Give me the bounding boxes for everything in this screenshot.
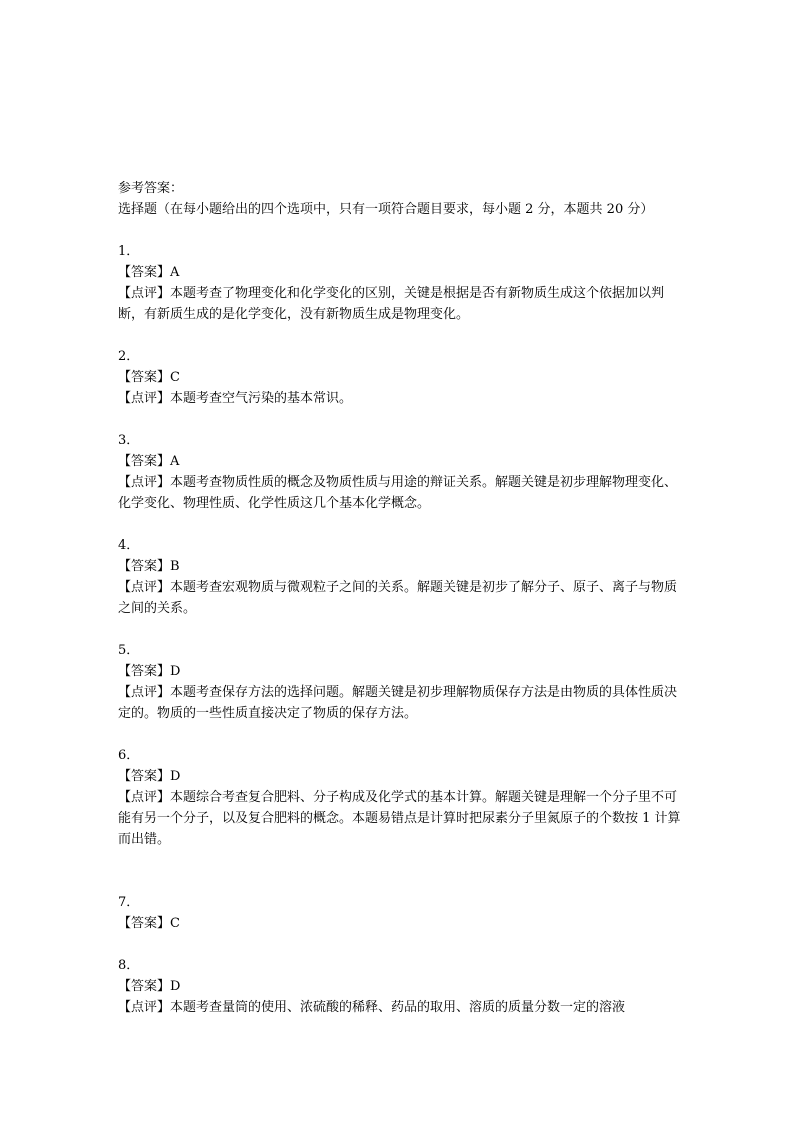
- item-number: 4．: [118, 538, 140, 553]
- comment-label: 【点评】: [118, 685, 171, 700]
- document-title: 参考答案：: [118, 181, 184, 196]
- comment-label: 【点评】: [118, 580, 171, 595]
- item-answer: [118, 451, 688, 472]
- item-answer: [118, 367, 688, 388]
- answer-document: [118, 178, 688, 1018]
- item-number: 6．: [118, 748, 140, 763]
- answer-label: 【答案】: [118, 265, 171, 280]
- answer-label: 【答案】: [118, 559, 171, 574]
- item-number: 3．: [118, 433, 140, 448]
- section-heading: 选择题（在每小题给出的四个选项中，只有一项符合题目要求，每小题 2 分，本题共 20 分）: [118, 202, 654, 217]
- answer-value: C: [170, 370, 180, 385]
- answer-item-8: [118, 955, 688, 1018]
- answer-value: B: [170, 559, 180, 574]
- comment-label: 【点评】: [118, 475, 171, 490]
- comment-text: 本题考查空气污染的基本常识。: [170, 391, 353, 406]
- answer-value: D: [170, 979, 181, 994]
- item-number: 1．: [118, 244, 140, 259]
- answer-label: 【答案】: [118, 769, 171, 784]
- answer-value: A: [170, 454, 180, 469]
- comment-label: 【点评】: [118, 1000, 171, 1015]
- comment-text: 本题考查量筒的使用、浓硫酸的稀释、药品的取用、溶质的质量分数一定的溶液: [170, 1000, 626, 1015]
- answer-label: 【答案】: [118, 916, 171, 931]
- comment-label: 【点评】: [118, 286, 171, 301]
- item-answer: [118, 766, 688, 787]
- item-answer: [118, 556, 688, 577]
- item-number: 2．: [118, 349, 140, 364]
- answer-item-5: [118, 640, 688, 724]
- comment-text: 本题考查物质性质的概念及物质性质与用途的辩证关系。解题关键是初步理解物理变化、化学变化、物理性质、化学性质这几个基本化学概念。: [118, 475, 678, 511]
- comment-text: 本题考查宏观物质与微观粒子之间的关系。解题关键是初步了解分子、原子、离子与物质之间的关系。: [118, 580, 678, 616]
- answer-item-4: [118, 535, 688, 619]
- answer-item-3: [118, 430, 688, 514]
- item-comment: [118, 388, 688, 409]
- answer-label: 【答案】: [118, 454, 171, 469]
- item-comment: [118, 682, 688, 724]
- answer-item-6: [118, 745, 688, 850]
- answer-value: D: [170, 769, 181, 784]
- answer-value: A: [170, 265, 180, 280]
- item-comment: [118, 472, 688, 514]
- comment-label: 【点评】: [118, 391, 171, 406]
- answer-label: 【答案】: [118, 664, 171, 679]
- answer-item-7: [118, 892, 688, 934]
- comment-text: 本题考查保存方法的选择问题。解题关键是初步理解物质保存方法是由物质的具体性质决定的。物质的一些性质直接决定了物质的保存方法。: [118, 685, 678, 721]
- item-comment: [118, 997, 688, 1018]
- item-answer: [118, 262, 688, 283]
- comment-text: 本题综合考查复合肥料、分子构成及化学式的基本计算。解题关键是理解一个分子里不可能有另一个分子，以及复合肥料的概念。本题易错点是计算时把尿素分子里氮原子的个数按 1 计算而出错。: [118, 790, 681, 847]
- answer-item-1: [118, 241, 688, 325]
- item-comment: [118, 787, 688, 850]
- comment-text: 本题考查了物理变化和化学变化的区别，关键是根据是否有新物质生成这个依据加以判断，有新质生成的是化学变化，没有新物质生成是物理变化。: [118, 286, 665, 322]
- comment-label: 【点评】: [118, 790, 171, 805]
- answer-label: 【答案】: [118, 370, 171, 385]
- answer-label: 【答案】: [118, 979, 171, 994]
- answer-item-2: [118, 346, 688, 409]
- item-answer: [118, 913, 688, 934]
- item-answer: [118, 661, 688, 682]
- answer-value: D: [170, 664, 181, 679]
- item-comment: [118, 577, 688, 619]
- answer-value: C: [170, 916, 180, 931]
- item-comment: [118, 283, 688, 325]
- item-number: 5．: [118, 643, 140, 658]
- item-answer: [118, 976, 688, 997]
- item-number: 7．: [118, 895, 140, 910]
- item-number: 8．: [118, 958, 140, 973]
